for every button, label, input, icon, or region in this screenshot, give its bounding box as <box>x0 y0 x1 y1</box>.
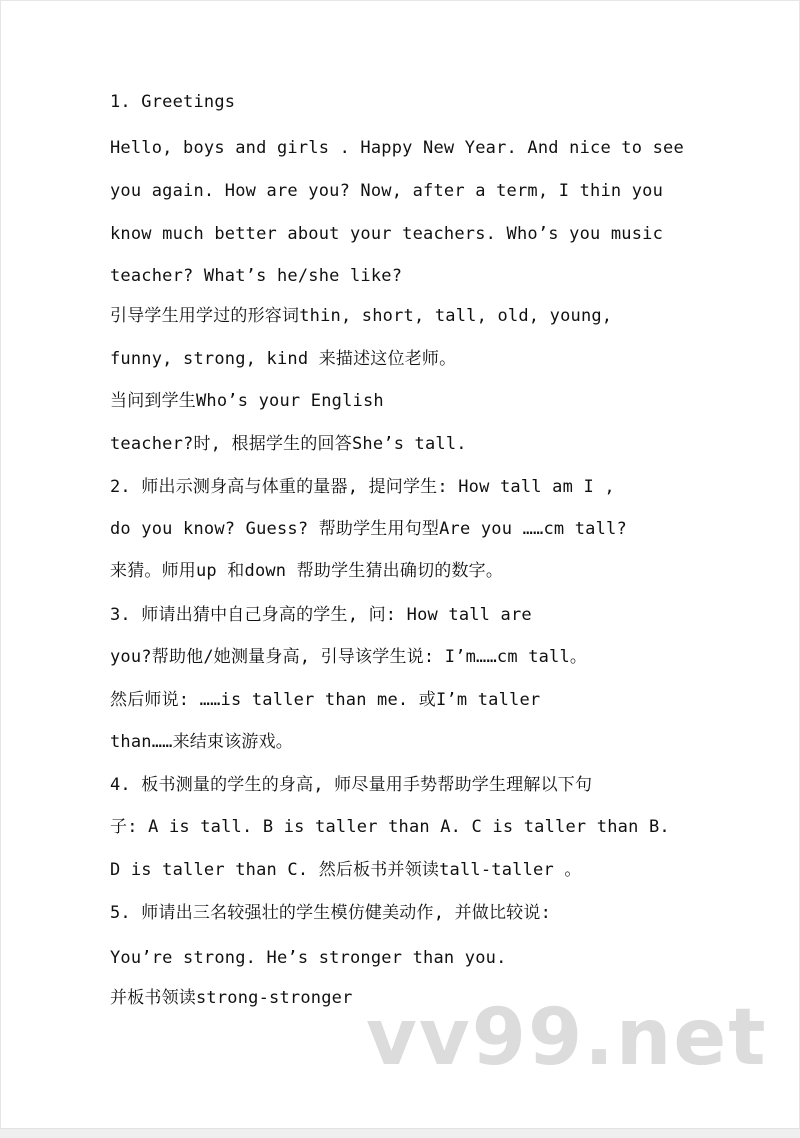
text-line: you again. How are you? Now, after a term, I thin you <box>110 181 664 201</box>
text-line: Hello, boys and girls . Happy New Year. And nice to see <box>110 138 684 158</box>
section-3-line: 3. 师请出猜中自己身高的学生, 问: How tall are <box>110 605 532 625</box>
text-line: know much better about your teachers. Who’s you music <box>110 224 664 244</box>
text-line: 子: A is tall. B is taller than A. C is taller than B. <box>110 817 670 837</box>
text-line: 来猜。师用up 和down 帮助学生猜出确切的数字。 <box>110 561 504 581</box>
section-1-heading: 1. Greetings <box>110 92 236 112</box>
text-line: funny, strong, kind 来描述这位老师。 <box>110 349 457 369</box>
text-line: than……来结束该游戏。 <box>110 732 294 752</box>
text-line: teacher?时, 根据学生的回答She’s tall. <box>110 434 467 454</box>
section-5-line: 5. 师请出三名较强壮的学生模仿健美动作, 并做比较说: <box>110 903 552 923</box>
text-line: 引导学生用学过的形容词thin, short, tall, old, young, <box>110 306 613 326</box>
section-4-line: 4. 板书测量的学生的身高, 师尽量用手势帮助学生理解以下句 <box>110 775 593 795</box>
text-line: 当问到学生Who’s your English <box>110 391 384 411</box>
text-line: D is taller than C. 然后板书并领读tall-taller 。 <box>110 860 582 880</box>
watermark: vv99.net <box>366 993 768 1083</box>
section-2-line: 2. 师出示测身高与体重的量器, 提问学生: How tall am I , <box>110 477 615 497</box>
text-line: do you know? Guess? 帮助学生用句型Are you ……cm tall? <box>110 519 627 539</box>
text-line: You’re strong. He’s stronger than you. <box>110 948 507 968</box>
text-line: 然后师说: ……is taller than me. 或I’m taller <box>110 690 541 710</box>
text-line: teacher? What’s he/she like? <box>110 266 403 286</box>
text-line: you?帮助他/她测量身高, 引导该学生说: I’m……cm tall。 <box>110 647 588 667</box>
text-line: 并板书领读strong-stronger <box>110 988 353 1008</box>
